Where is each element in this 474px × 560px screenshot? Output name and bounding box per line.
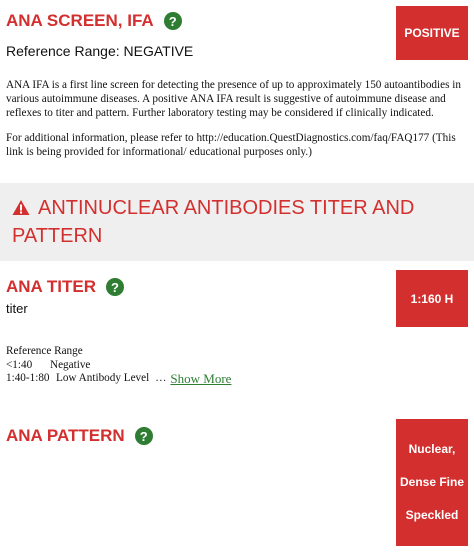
titer-subtitle: titer — [6, 301, 28, 316]
screen-result-badge — [396, 6, 468, 60]
screen-reference-range: Reference Range: NEGATIVE — [6, 43, 194, 59]
screen-info: For additional information, please refer to http://education.QuestDiagnostics.com/faq/FAQ177 (This link is being provided for informational/ educational purposes only.) — [6, 132, 456, 158]
pattern-result-line: Dense Fine — [399, 475, 465, 489]
warning-icon — [12, 199, 30, 216]
ref-range-label: Negative — [50, 358, 91, 371]
pattern-result-line: Speckled — [405, 508, 459, 522]
ref-heading: Reference Range — [6, 345, 83, 357]
pattern-title-text: ANA PATTERN — [6, 426, 125, 445]
pattern-result-line: Nuclear, — [408, 442, 456, 456]
ref-range-label: Low Antibody Level — [56, 372, 150, 384]
help-icon[interactable]: ? — [135, 427, 153, 445]
ref-range-value: 1:40-1:80 — [6, 372, 50, 384]
help-icon[interactable]: ? — [164, 12, 182, 30]
screen-title-text: ANA SCREEN, IFA — [6, 11, 154, 30]
screen-result-text: POSITIVE — [404, 26, 460, 40]
banner-title — [12, 194, 432, 250]
screen-description: ANA IFA is a first line screen for detecting the presence of up to approximately 150 autoantibodies in various autoimmune diseases. A positive ANA IFA result is suggestive of autoimmune disease and reflexes to titer and pattern. Further laboratory testing may be considered if clinically indicated. — [6, 79, 461, 119]
banner-title-text: ANTINUCLEAR ANTIBODIES TITER AND PATTERN — [12, 197, 415, 247]
titer-reference-range — [6, 345, 231, 386]
help-icon[interactable]: ? — [106, 278, 124, 296]
ref-row — [6, 359, 231, 373]
titer-result-badge — [396, 270, 468, 327]
pattern-title — [6, 426, 153, 446]
section-banner — [0, 183, 474, 261]
pattern-result-badge — [396, 419, 468, 546]
screen-title — [6, 11, 182, 31]
ref-range-value: <1:40 — [6, 358, 33, 371]
ref-row — [6, 372, 231, 386]
ellipsis: … — [155, 372, 167, 384]
titer-result-text: 1:160 H — [410, 291, 454, 306]
titer-title — [6, 277, 124, 297]
titer-title-text: ANA TITER — [6, 277, 97, 296]
show-more-link[interactable]: Show More — [170, 371, 232, 386]
